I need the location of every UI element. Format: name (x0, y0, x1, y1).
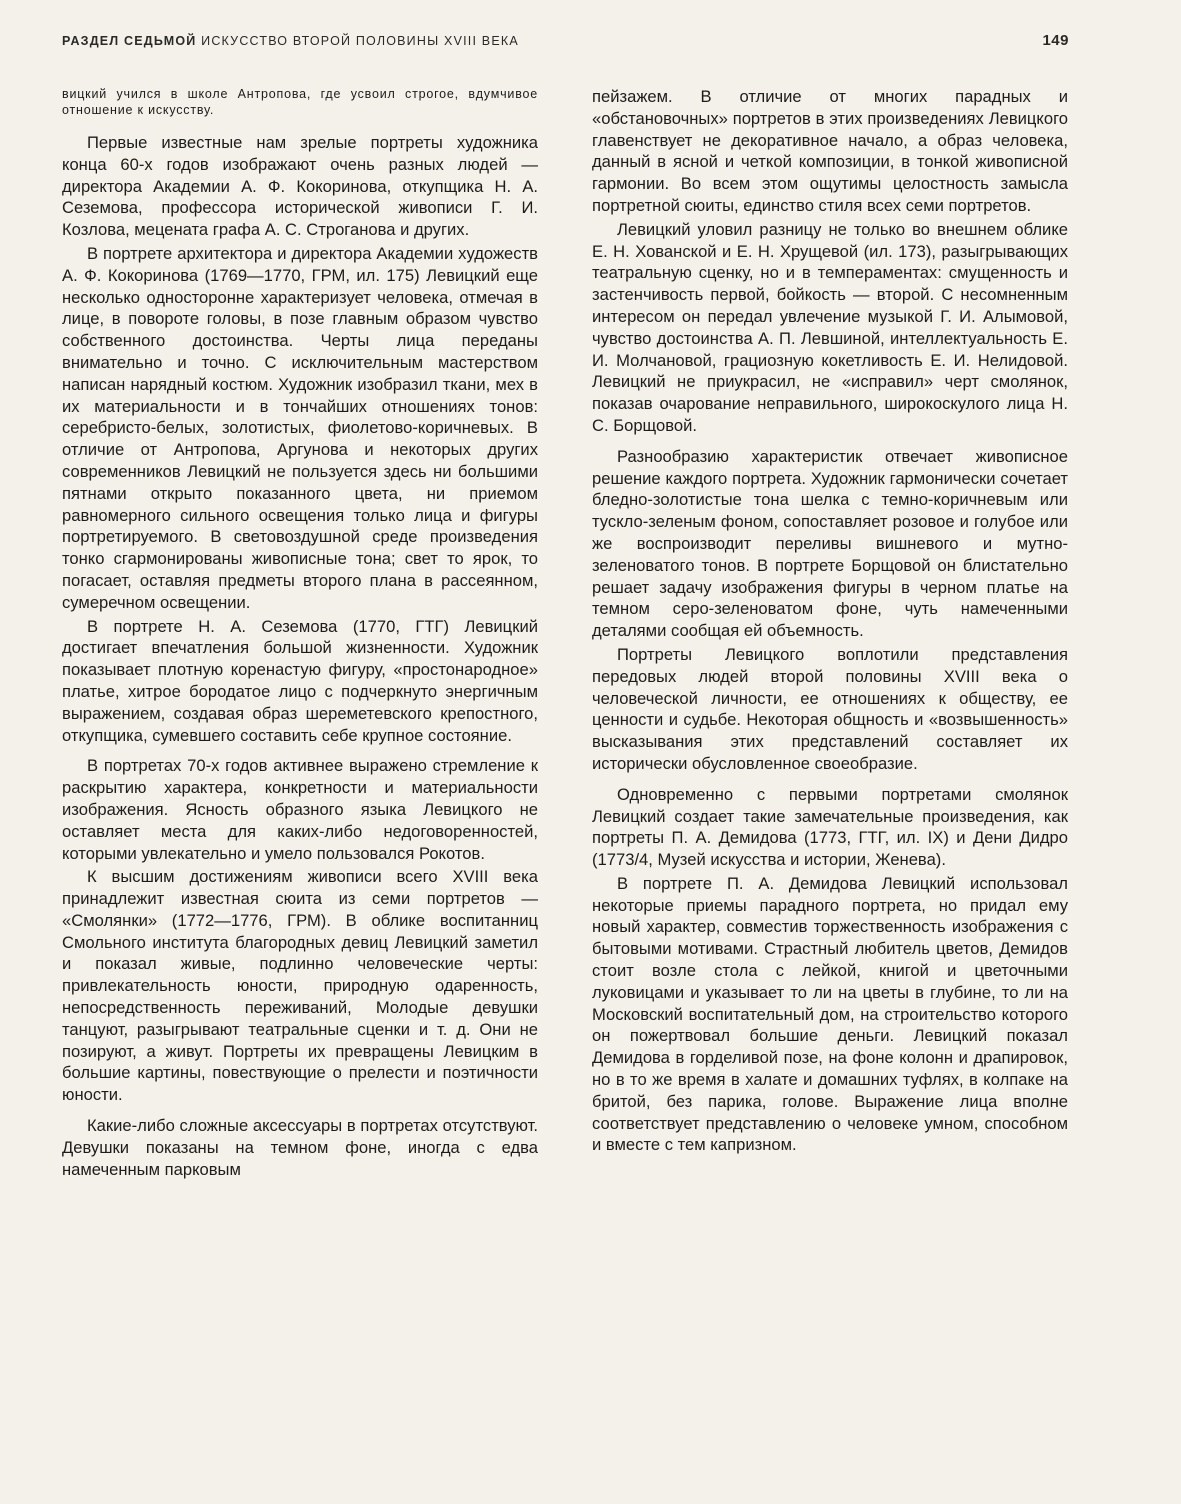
paragraph: пейзажем. В отличие от многих парадных и «обстановочных» портретов в этих произведениях Левицкого главенствует не декоративное начало, а образ человека, данный в ясной и четкой композиции, в тонкой живописной гармонии. Во всем этом ощутимы целостность замысла портретной сюиты, единство стиля всех семи портретов. (592, 87, 1068, 215)
paragraph: В портрете архитектора и директора Академии художеств А. Ф. Кокоринова (1769—1770, ГРМ, ил. 175) Левицкий еще несколько односторонне характеризует человека, отмечая в лице, в повороте головы, в позе главным образом чувство собственного достоинства. Черты лица переданы внимательно и точно. С исключительным мастерством написан нарядный костюм. Художник изобразил ткани, мех в их материальности и в тончайших отношениях тонов: серебристо-белых, золотистых, фиолетово-коричневых. В отличие от Антропова, Аргунова и некоторых других современников Левицкий не пользуется здесь ни большими пятнами открыто показанного цвета, ни приемом равномерного сильного освещения только лица и фигуры портретируемого. В световоздушной среде произведения тонко сгармонированы живописные тона; свет то ярок, то погасает, оставляя предметы второго плана в рассеянном, сумеречном освещении. (62, 243, 538, 612)
paragraph: В портрете Н. А. Сеземова (1770, ГТГ) Левицкий достигает впечатления большой жизненности. Художник показывает плотную коренастую фигуру, «простонародное» платье, хитрое бородатое лицо с подчеркнуто энергичным выражением, создавая образ шереметевского крепостного, откупщика, сумевшего составить себе крупное состояние. (62, 616, 538, 745)
paragraph: Первые известные нам зрелые портреты художника конца 60-х годов изображают очень разных людей — директора Академии А. Ф. Кокоринова, откупщика Н. А. Сеземова, профессора исторической живописи Г. И. Козлова, мецената графа А. С. Строганова и других. (62, 133, 538, 240)
paragraph: Одновременно с первыми портретами смолянок Левицкий создает такие замечательные произведения, как портреты П. А. Демидова (1773, ГТГ, ил. IX) и Дени Дидро (1773/4, Музей искусства и истории, Женева). (592, 784, 1068, 870)
running-header (62, 34, 1069, 56)
right-column (592, 86, 1068, 1158)
section-subtitle: ИСКУССТВО ВТОРОЙ ПОЛОВИНЫ XVIII ВЕКА (201, 34, 519, 48)
paragraph: Портреты Левицкого воплотили представления передовых людей второй половины XVIII века о человеческой личности, ее отношениях к обществу, ее ценности и судьбе. Некоторая общность и «возвышенность» высказывания этих представлений составляет их исторически обусловленное своеобразие. (592, 644, 1068, 773)
left-column (62, 86, 538, 1182)
paragraph: Левицкий уловил разницу не только во внешнем облике Е. Н. Хованской и Е. Н. Хрущевой (ил. 173), разыгрывающих театральную сценку, но и в темпераментах: смущенность и застенчивость первой, бойкость — второй. С несомненным интересом он передал увлечение музыкой Г. И. Алымовой, чувство достоинства А. П. Левшиной, интеллектуальность Е. И. Молчановой, грациозную кокетливость Е. И. Нелидовой. Левицкий не приукрасил, не «исправил» черт смолянок, показав очарование неправильного, широкоскулого лица Н. С. Борщовой. (592, 219, 1068, 435)
paragraph: В портрете П. А. Демидова Левицкий использовал некоторые приемы парадного портрета, но придал ему новый характер, совместив торжественность изображения с бытовыми мотивами. Страстный любитель цветов, Демидов стоит возле стола с лейкой, книгой и цветочными луковицами и указывает то ли на цветы в глубине, то ли на Московский воспитательный дом, на строительство которого он пожертвовал большие деньги. Левицкий показал Демидова в горделивой позе, на фоне колонн и драпировок, но в то же время в халате и домашних туфлях, в колпаке на бритой, без парика, голове. Выражение лица вполне соответствует представлению о человеке умном, способном и вместе с тем капризном. (592, 873, 1068, 1155)
paragraph: К высшим достижениям живописи всего XVIII века принадлежит известная сюита из семи портретов — «Смолянки» (1772—1776, ГРМ). В облике воспитанниц Смольного института благородных девиц Левицкий заметил и показал живые, подлинно человеческие черты: привлекательность юности, природную одаренность, непосредственность переживаний, Молодые девушки танцуют, разыгрывают театральные сценки и т. д. Они не позируют, а живут. Портреты их превращены Левицким в большие картины, повествующие о прелести и поэтичности юности. (62, 867, 538, 1105)
paragraph: Какие-либо сложные аксессуары в портретах отсутствуют. Девушки показаны на темном фоне, иногда с едва намеченным парковым (62, 1116, 538, 1179)
paragraph: Разнообразию характеристик отвечает живописное решение каждого портрета. Художник гармонически сочетает бледно-золотистые тона шелка с темно-коричневым или тускло-зеленым фоном, сопоставляет розовое и голубое или же воспроизводит переливы вишневого и мутно-зеленоватого тонов. В портрете Борщовой он блистательно решает задачу изображения фигуры в черном платье на темном серо-зеленоватом фоне, чуть намеченными деталями сообщая ей объемность. (592, 446, 1068, 641)
page-number: 149 (1042, 32, 1069, 49)
section-title: РАЗДЕЛ СЕДЬМОЙ (62, 34, 197, 48)
paragraph: В портретах 70-х годов активнее выражено стремление к раскрытию характера, конкретности и материальности изображения. Ясность образного языка Левицкого не оставляет места для каких-либо недоговоренностей, которыми увлекательно и умело пользовался Рокотов. (62, 756, 538, 863)
paragraph: вицкий учился в школе Антропова, где усвоил строгое, вдумчивое отношение к искусству. (62, 87, 538, 117)
